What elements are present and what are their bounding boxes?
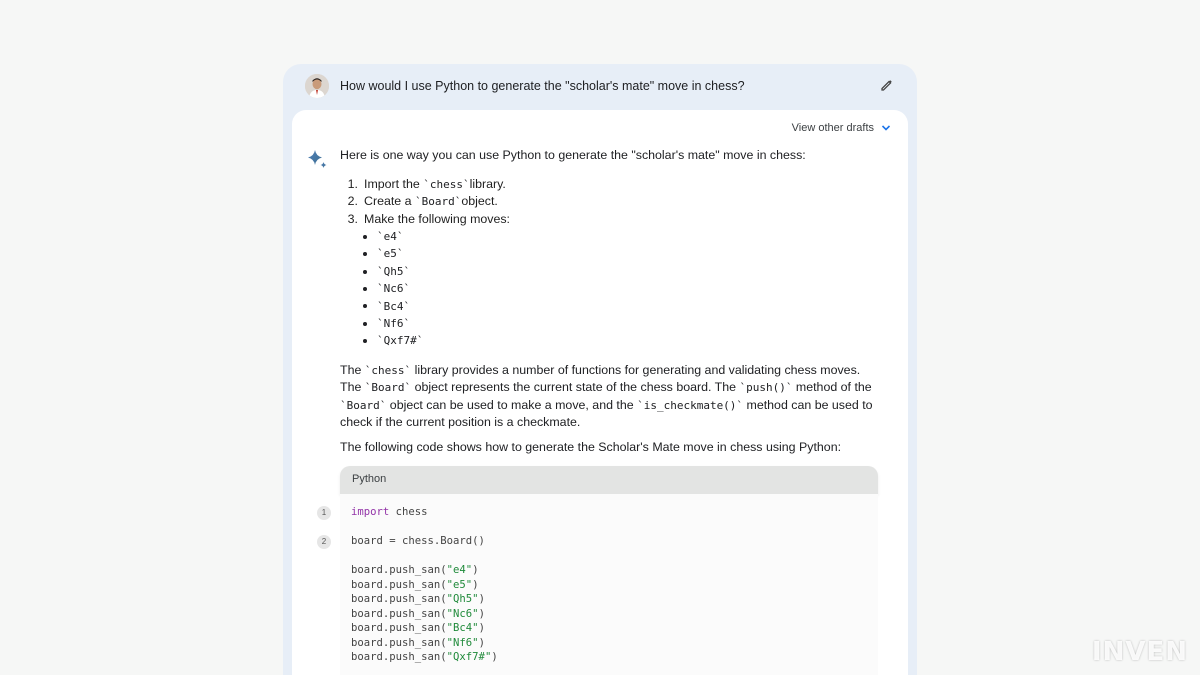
- list-item: 3. Make the following moves:: [347, 211, 511, 226]
- response-intro: Here is one way you can use Python to generate the "scholar's mate" move in chess:: [340, 148, 806, 162]
- moves-list: [363, 228, 423, 350]
- line-number: 2: [317, 535, 331, 549]
- sparkle-icon: [307, 149, 329, 171]
- code-line: board.push_san("Qxf7#"): [351, 651, 498, 663]
- user-avatar: [305, 74, 329, 98]
- code-body: [321, 494, 878, 675]
- edit-pencil-icon[interactable]: [880, 78, 894, 92]
- list-item: `e4`: [363, 228, 423, 245]
- list-item: `e5`: [363, 245, 423, 262]
- response-card: [292, 110, 908, 675]
- code-line: board.push_san("Nc6"): [351, 607, 485, 620]
- steps-list: [340, 176, 510, 228]
- code-line: 1 import chess: [351, 506, 428, 518]
- code-block: [321, 466, 878, 675]
- code-line: board.push_san("Nf6"): [351, 636, 485, 649]
- list-item: 2. Create a `Board` object.: [347, 194, 498, 209]
- list-item: `Qh5`: [363, 263, 423, 280]
- inven-watermark: INVEN: [1091, 637, 1188, 667]
- code-line: 2 board = chess.Board(): [351, 535, 485, 547]
- explanation-paragraph: The `chess` library provides a number of functions for generating and validating chess moves. The `Board` object represents the current state of the chess board. The `push()` method of the `Board` object can be used to make a move, and the `is_checkmate()` method can be used to check if the current position is a checkmate.: [340, 363, 873, 430]
- view-drafts-label: View other drafts: [791, 122, 874, 134]
- code-intro-paragraph: The following code shows how to generate the Scholar's Mate move in chess using Python:: [340, 440, 842, 454]
- chevron-down-icon: [880, 122, 892, 134]
- list-item: `Nf6`: [363, 315, 423, 332]
- code-line: board.push_san("Bc4"): [351, 622, 485, 634]
- code-line: board.push_san("e4"): [351, 564, 479, 576]
- code-line: board.push_san("e5"): [351, 578, 479, 591]
- line-number: 1: [317, 506, 331, 520]
- list-item: `Qxf7#`: [363, 332, 423, 349]
- code-language-label: Python: [340, 466, 878, 494]
- conversation-panel: [283, 64, 917, 675]
- list-item: `Bc4`: [363, 298, 423, 315]
- code-line: board.push_san("Qh5"): [351, 593, 485, 605]
- user-prompt-text: How would I use Python to generate the "scholar's mate" move in chess?: [340, 79, 745, 93]
- list-item: 1. Import the `chess` library.: [347, 177, 506, 191]
- user-prompt-row: [283, 64, 917, 108]
- list-item: `Nc6`: [363, 280, 423, 297]
- view-other-drafts-button[interactable]: [792, 122, 892, 134]
